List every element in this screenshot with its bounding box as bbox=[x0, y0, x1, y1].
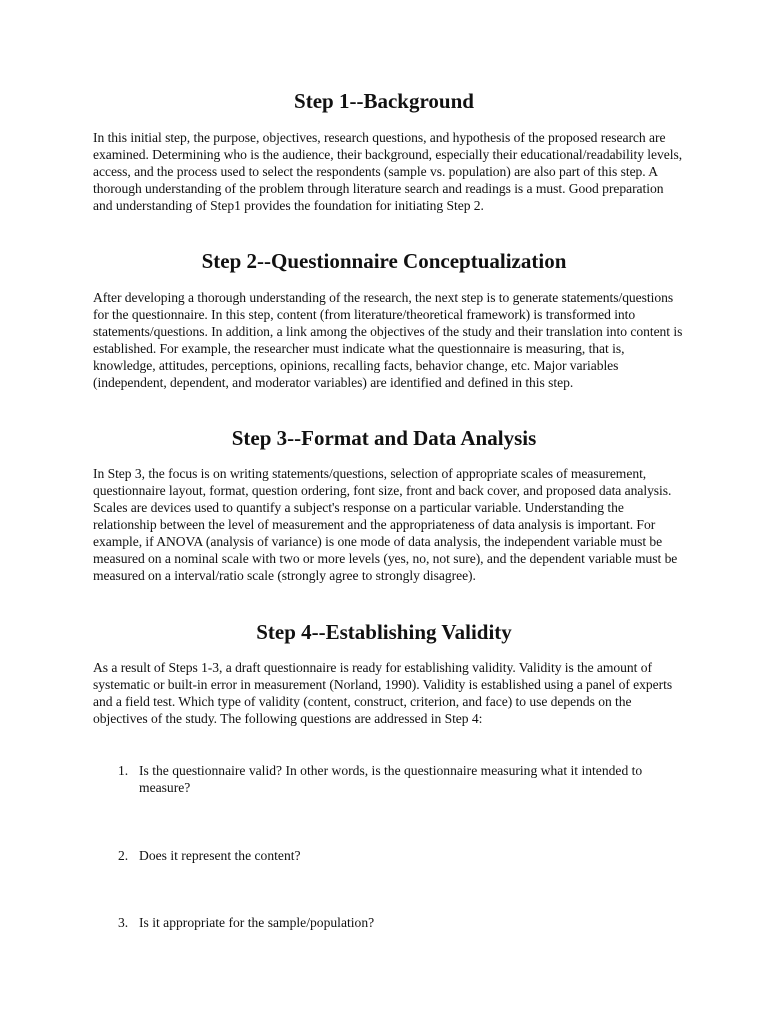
list-item-number: 2. bbox=[118, 848, 129, 863]
list-item bbox=[118, 914, 658, 931]
list-item-text: Is it appropriate for the sample/population? bbox=[139, 915, 375, 930]
section-4-body: As a result of Steps 1-3, a draft questionnaire is ready for establishing validity. Validity is the amount of systematic or built-in error in measurement (Norland, 1990). Validity is established using a panel of experts and a field test. Which type of validity (content, construct, criterion, and face) to use depends on the objectives of the study. The following questions are addressed in Step 4: bbox=[93, 660, 673, 726]
section-3-body: In Step 3, the focus is on writing statements/questions, selection of appropriate scales of measurement, questionnaire layout, format, question ordering, font size, front and back cover, and proposed data analysis. Scales are devices used to quantify a subject's response on a particular variable. Understanding the relationship between the level of measurement and the appropriateness of data analysis is important. For example, if ANOVA (analysis of variance) is one mode of data analysis, the independent variable must be measured on a nominal scale with two or more levels (yes, no, not sure), and the dependent variable must be measured on a interval/ratio scale (strongly agree to strongly disagree). bbox=[93, 466, 678, 583]
section-1-heading: Step 1--Background bbox=[294, 89, 474, 113]
section-1-body: In this initial step, the purpose, objectives, research questions, and hypothesis of the proposed research are examined. Determining who is the audience, their background, especially their educational/readability levels, access, and the process used to select the respondents (sample vs. population) are also part of this step. A thorough understanding of the problem through literature search and readings is a must. Good preparation and understanding of Step1 provides the foundation for initiating Step 2. bbox=[93, 130, 683, 213]
list-item-number: 1. bbox=[118, 763, 129, 778]
list-item-text: Is the questionnaire valid? In other words, is the questionnaire measuring what it intended to measure? bbox=[139, 763, 643, 795]
list-item bbox=[118, 762, 658, 796]
list-item-number: 3. bbox=[118, 915, 129, 930]
section-4-heading: Step 4--Establishing Validity bbox=[256, 620, 512, 644]
section-2-heading: Step 2--Questionnaire Conceptualization bbox=[201, 249, 567, 273]
list-item bbox=[118, 847, 658, 864]
section-3-heading: Step 3--Format and Data Analysis bbox=[231, 426, 537, 450]
list-item-text: Does it represent the content? bbox=[139, 848, 301, 863]
section-2-body: After developing a thorough understanding of the research, the next step is to generate statements/questions for the questionnaire. In this step, content (from literature/theoretical framework) is transformed into statements/questions. In addition, a link among the objectives of the study and their translation into content is established. For example, the researcher must indicate what the questionnaire is measuring, that is, knowledge, attitudes, perceptions, opinions, recalling facts, behavior change, etc. Major variables (independent, dependent, and moderator variables) are identified and defined in this step. bbox=[93, 290, 683, 390]
